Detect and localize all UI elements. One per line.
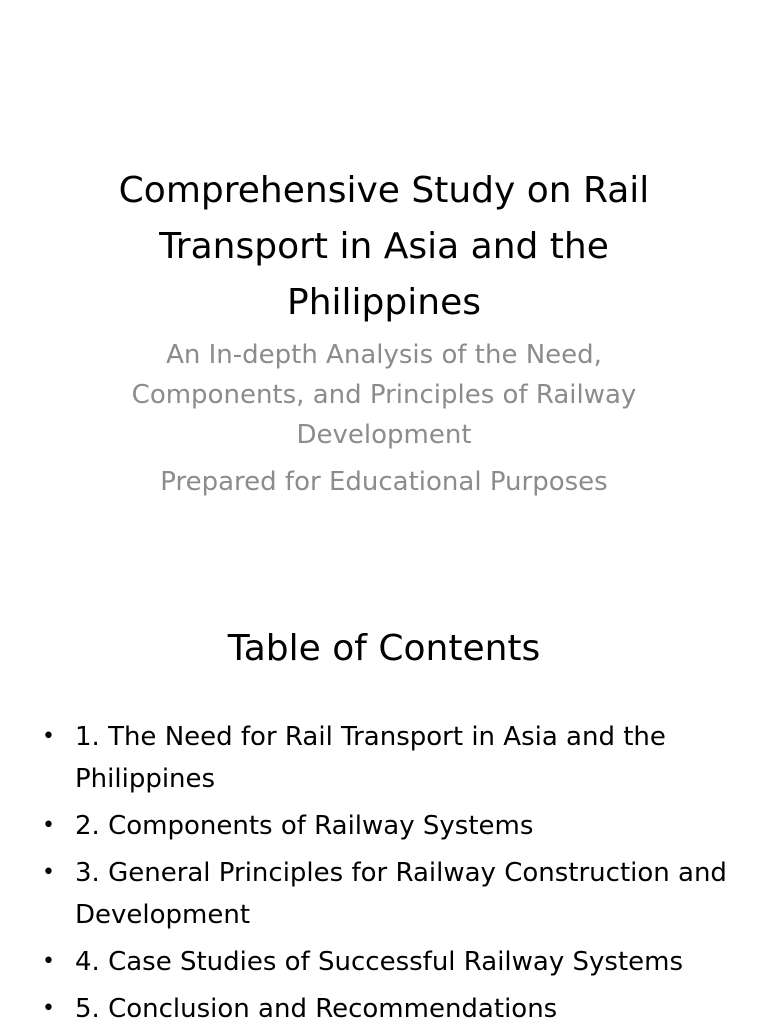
slide-title: Comprehensive Study on Rail Transport in Asia and the Philippines [118, 170, 650, 323]
bullet-icon: • [42, 949, 55, 974]
toc-slide [0, 576, 768, 1024]
slide-subtitle: An In-depth Analysis of the Need, Components, and Principles of Railway Development [131, 340, 637, 450]
toc-item-label: 1. The Need for Rail Transport in Asia and the Philippines [75, 722, 666, 794]
bullet-icon: • [42, 996, 55, 1021]
toc-list [38, 716, 728, 1035]
toc-item-label: 3. General Principles for Railway Construction and Development [75, 858, 727, 930]
toc-title: Table of Contents [227, 628, 541, 669]
toc-item-label: 4. Case Studies of Successful Railway Systems [75, 947, 684, 977]
bullet-icon: • [42, 813, 55, 838]
bullet-icon: • [42, 860, 55, 885]
toc-item-components [38, 805, 728, 847]
toc-item-case-studies [38, 941, 728, 983]
toc-item-need [38, 716, 728, 800]
toc-item-label: 2. Components of Railway Systems [75, 811, 534, 841]
toc-item-label: 5. Conclusion and Recommendations [75, 994, 558, 1024]
prepared-for-note: Prepared for Educational Purposes [160, 467, 608, 497]
subtitle-block [110, 335, 658, 502]
toc-item-principles [38, 852, 728, 936]
bullet-icon: • [42, 724, 55, 749]
